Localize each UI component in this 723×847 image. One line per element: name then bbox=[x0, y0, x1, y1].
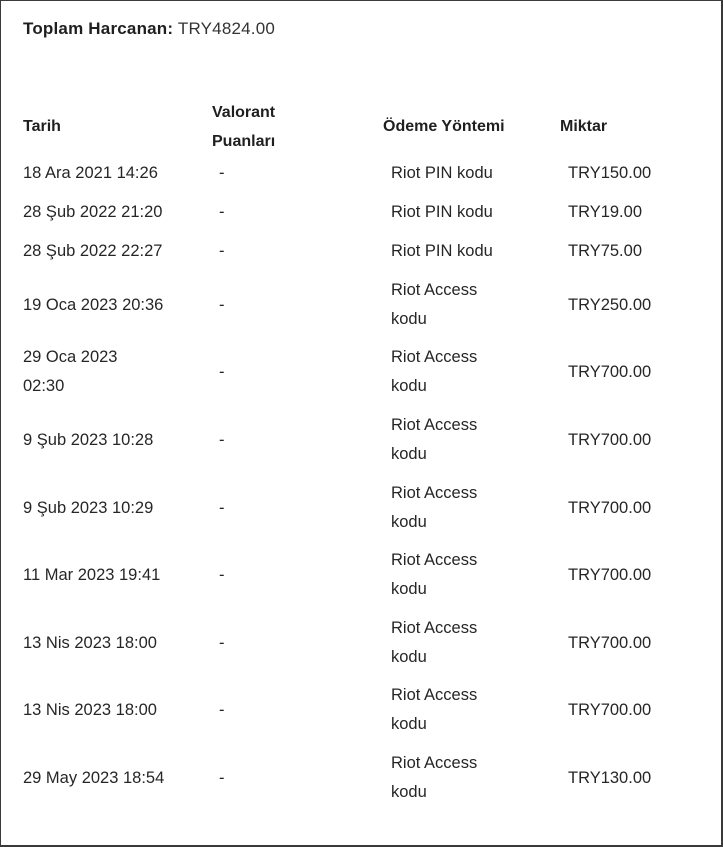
row-date: 28 Şub 2022 22:27 bbox=[23, 242, 163, 260]
row-amount: TRY19.00 bbox=[568, 203, 642, 221]
table-row bbox=[1, 614, 723, 672]
table-row bbox=[1, 159, 723, 188]
row-payment-method: Riot PIN kodu bbox=[391, 164, 493, 182]
row-payment-method: Riot Access kodu bbox=[391, 686, 478, 733]
total-spent-value: TRY4824.00 bbox=[177, 19, 276, 38]
total-spent-label: Toplam Harcanan: bbox=[23, 19, 174, 38]
total-spent bbox=[23, 19, 275, 39]
table-row bbox=[1, 749, 723, 807]
row-valorant-points: - bbox=[219, 430, 225, 449]
column-header-date: Tarih bbox=[23, 118, 61, 135]
row-amount: TRY250.00 bbox=[568, 295, 652, 314]
row-valorant-points: - bbox=[219, 164, 225, 182]
row-date: 9 Şub 2023 10:29 bbox=[23, 498, 154, 517]
row-payment-method: Riot Access kodu bbox=[391, 551, 478, 598]
row-amount: TRY700.00 bbox=[568, 700, 652, 719]
row-payment-method: Riot Access kodu bbox=[391, 754, 478, 801]
row-date: 29 Oca 2023 02:30 bbox=[23, 348, 118, 395]
row-payment-method: Riot Access kodu bbox=[391, 281, 478, 328]
row-valorant-points: - bbox=[219, 565, 225, 584]
row-amount: TRY700.00 bbox=[568, 633, 652, 652]
row-date: 28 Şub 2022 21:20 bbox=[23, 203, 163, 221]
row-valorant-points: - bbox=[219, 498, 225, 517]
row-date: 13 Nis 2023 18:00 bbox=[23, 700, 157, 719]
table-row bbox=[1, 411, 723, 469]
table-row bbox=[1, 546, 723, 604]
row-date: 9 Şub 2023 10:28 bbox=[23, 430, 154, 449]
row-valorant-points: - bbox=[219, 242, 225, 260]
row-amount: TRY75.00 bbox=[568, 242, 642, 260]
row-payment-method: Riot Access kodu bbox=[391, 416, 478, 463]
row-payment-method: Riot PIN kodu bbox=[391, 203, 493, 221]
row-valorant-points: - bbox=[219, 700, 225, 719]
table-row bbox=[1, 237, 723, 266]
row-date: 19 Oca 2023 20:36 bbox=[23, 295, 164, 314]
column-header-valorant-points: Valorant Puanları bbox=[212, 104, 276, 150]
row-amount: TRY700.00 bbox=[568, 362, 652, 381]
row-date: 13 Nis 2023 18:00 bbox=[23, 633, 157, 652]
row-valorant-points: - bbox=[219, 203, 225, 221]
row-date: 18 Ara 2021 14:26 bbox=[23, 164, 158, 182]
row-payment-method: Riot Access kodu bbox=[391, 484, 478, 531]
row-payment-method: Riot Access kodu bbox=[391, 348, 478, 395]
column-header-amount: Miktar bbox=[560, 118, 608, 135]
column-header-payment-method: Ödeme Yöntemi bbox=[383, 118, 505, 135]
row-payment-method: Riot PIN kodu bbox=[391, 242, 493, 260]
row-valorant-points: - bbox=[219, 633, 225, 652]
table-row bbox=[1, 343, 723, 401]
row-valorant-points: - bbox=[219, 295, 225, 314]
table-row bbox=[1, 479, 723, 537]
row-amount: TRY700.00 bbox=[568, 430, 652, 449]
row-date: 29 May 2023 18:54 bbox=[23, 768, 165, 787]
row-valorant-points: - bbox=[219, 768, 225, 787]
table-row bbox=[1, 276, 723, 334]
row-amount: TRY150.00 bbox=[568, 164, 652, 182]
row-amount: TRY700.00 bbox=[568, 498, 652, 517]
row-date: 11 Mar 2023 19:41 bbox=[23, 565, 161, 584]
row-amount: TRY700.00 bbox=[568, 565, 652, 584]
row-valorant-points: - bbox=[219, 362, 225, 381]
row-amount: TRY130.00 bbox=[568, 768, 652, 787]
row-payment-method: Riot Access kodu bbox=[391, 619, 478, 666]
table-row bbox=[1, 198, 723, 227]
table-row bbox=[1, 681, 723, 739]
